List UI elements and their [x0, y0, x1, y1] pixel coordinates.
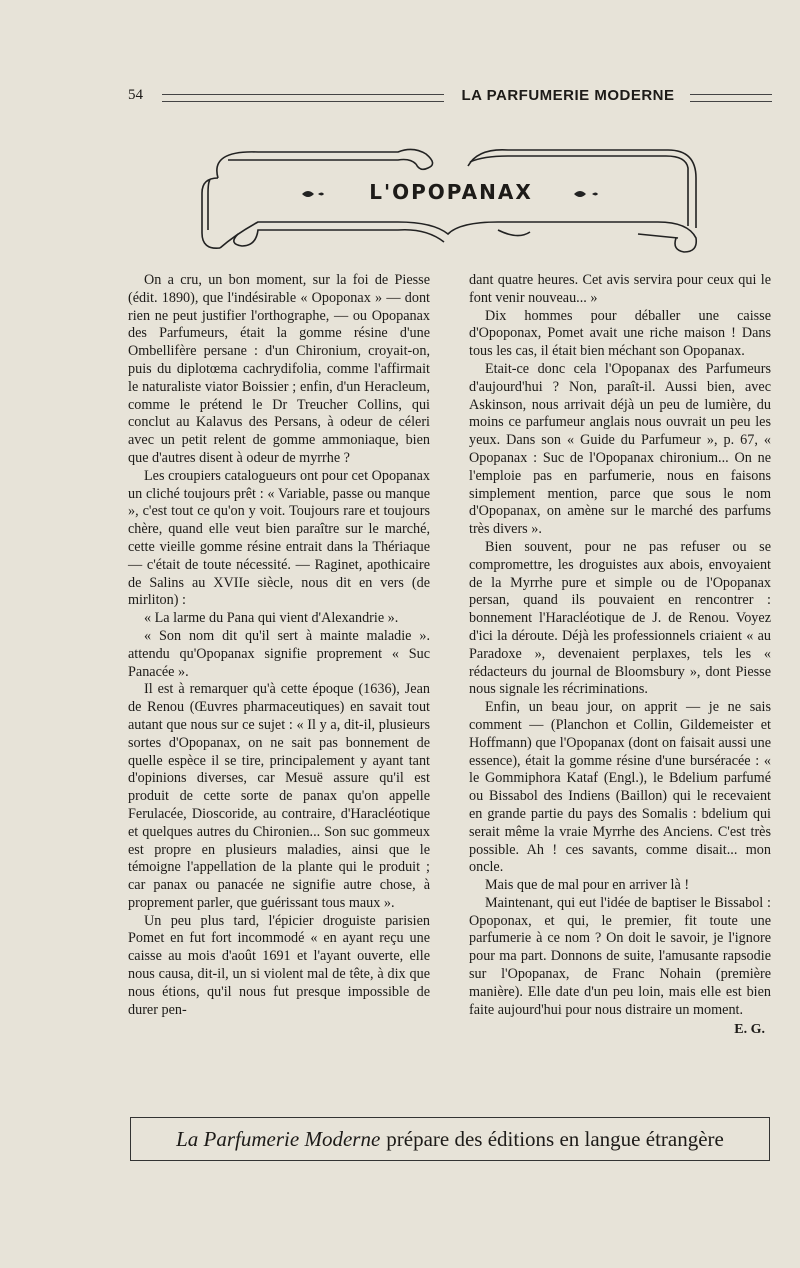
paragraph: « La larme du Pana qui vient d'Alexandrie ».: [144, 610, 399, 627]
paragraph: Les croupiers catalogueurs ont pour cet Opopanax un cliché toujours prêt : « Variable, passe ou manque », c'est tout ce qu'on y voit. Toujours rare et toujours chère, quand elle veut bien paraître sur le marché, cette vieille gomme résine entrait dans la Thériaque — c'était de toute nécessité. — Raginet, apothicaire de Salins au XVIIe siècle, nous dit en vers (de mirliton) :: [128, 467, 430, 609]
header-rule-right: [690, 94, 772, 102]
paragraph: Il est à remarquer qu'à cette époque (1636), Jean de Renou (Œuvres pharmaceutiques) en savait tout autant que nous sur ce sujet : « Il y a, dit-il, plusieurs sortes d'Opopanax, on ne sait pas bonnement de quelle espèce il se tire, principalement y ayant tant d'opinions diverses, car Mesuë assure qu'il est produit de cette sorte de panax qu'on appelle Ferulacée, Dioscoride, au contraire, d'Haracléotique et quelques autres du Chironien... Son suc gommeux est propre en plusieurs maladies, ainsi que le témoigne l'appellation de la plante qui le produit ; car panax ou panacée ne signifie autre chose, à proprement parler, que guérissant tous maux ».: [128, 681, 430, 911]
page-header: [128, 84, 773, 108]
header-rule-left: [162, 94, 444, 102]
editions-notice-box: [130, 1117, 770, 1161]
right-column: [469, 272, 771, 1039]
paragraph: On a cru, un bon moment, sur la foi de Piesse (édit. 1890), que l'indésirable « Opoponax » — dont rien ne peut justifier l'orthographe, — ou Opopanax des Parfumeurs, était la gomme résine d'une Ombellifère persane : d'un Chironium, croyait-on, puis du diplotœma cachrydifolia, comme l'affirmait le naturaliste viator Boissier ; enfin, d'un Heracleum, comme le prétend le Dr Treucher Collins, qui conclut au Kalavus des Persans, à odeur de céleri avec un petit relent de gomme ammoniaque, bien que d'autres disent à odeur de myrrhe ?: [128, 272, 430, 466]
page-number: 54: [128, 87, 143, 103]
paragraph: Maintenant, qui eut l'idée de baptiser le Bissabol : Opoponax, et qui, le premier, fit toute une parfumerie à ce nom ? On doit le savoir, je l'ignore pour ma part. Donnons de suite, l'amusante rapsodie sur l'Opopanax, de Franc Nohain (première manière). Elle date d'un peu loin, mais elle est bien faite aujourd'hui pour nous distraire un moment.: [469, 894, 771, 1018]
notice-text: prépare des éditions en langue étrangère: [386, 1126, 724, 1151]
title-ornament-frame: [198, 138, 704, 258]
running-title: LA PARFUMERIE MODERNE: [461, 87, 675, 104]
paragraph: Dix hommes pour déballer une caisse d'Opoponax, Pomet avait une riche maison ! Dans tous les cas, il était bien méchant son Opopanax.: [469, 307, 771, 360]
notice-journal-name: La Parfumerie Moderne: [176, 1126, 381, 1151]
paragraph: Un peu plus tard, l'épicier droguiste parisien Pomet en fut fort incommodé « en ayant reçu une caisse au mois d'août 1691 et l'ayant ouverte, elle nous causa, dit-il, un si violent mal de tête, à dix que nous étions, qu'il nous fut presque impossible de durer pen-: [128, 912, 430, 1018]
paragraph: « Son nom dit qu'il sert à mainte maladie ». attendu qu'Opopanax signifie proprement « Suc Panacée ».: [128, 627, 430, 680]
left-column: [128, 272, 430, 1019]
article-title: L'OPOPANAX: [369, 180, 533, 204]
paragraph: dant quatre heures. Cet avis servira pour ceux qui le font venir nouveau... »: [469, 272, 771, 306]
paragraph: Mais que de mal pour en arriver là !: [485, 877, 690, 894]
paragraph: Enfin, un beau jour, on apprit — je ne sais comment — (Planchon et Collin, Gildemeister et Hoffmann) que l'Opopanax (dont on faisait aussi une essence), était la gomme résine d'une burséracée : « le Gommiphora Kataf (Engl.), le Bdelium parfumé ou Bissabol des Indiens (Baillon) qui le recevaient en grande partie du pays des Somalis : bdelium qui serait même la vraie Myrrhe des Anciens. C'est très possible. Ah ! ces savants, comme disait... mon oncle.: [469, 699, 771, 876]
paragraph: Bien souvent, pour ne pas refuser ou se compromettre, les droguistes aux abois, envoyaient de la Myrrhe pure et simple ou de l'Opopanax persan, quand ils pouvaient en rencontrer : bonnement l'Haracléotique de J. de Renou. Voyez d'ici la déroute. Déjà les professionnels criaient « au Paradoxe », devenaient perplaxes, tels les « rédacteurs du journal de Bloomsbury », dont Piesse nous signale les récriminations.: [469, 538, 771, 698]
paragraph: Etait-ce donc cela l'Opopanax des Parfumeurs d'aujourd'hui ? Non, paraît-il. Aussi bien, avec Askinson, nous arrivait déjà un peu de lumière, du moins ce parfumeur anglais nous ouvrait un peu les yeux. Dans son « Guide du Parfumeur », p. 67, « Opopanax : Suc de l'Opopanax chironium... On ne l'emploie pas en parfumerie, nous en faisons simplement mention, parce que sous le nom d'Opopanax, on amène sur le marché des parfums très divers ».: [469, 360, 771, 538]
author-signature: E. G.: [734, 1022, 765, 1038]
